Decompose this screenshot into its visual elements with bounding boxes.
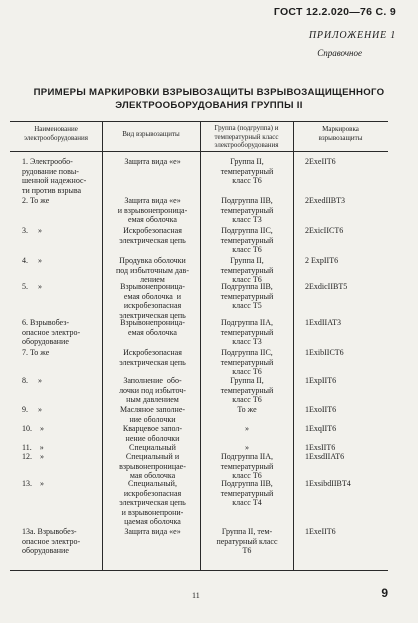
marking-cell: 2 ExpIIT6 (305, 256, 339, 265)
table-column-divider (200, 121, 201, 570)
group-class-cell: Подгруппа IIA, температурный класс Т6 (220, 452, 274, 481)
page-number: 9 (381, 586, 388, 600)
table-column-divider (102, 121, 103, 570)
protection-type-cell: Взрывонепроница- емая оболочка (120, 318, 185, 337)
table-bottom-rule (10, 570, 388, 571)
equipment-cell: 10. » (22, 424, 44, 433)
marking-cell: 1ExibIICT6 (305, 348, 344, 357)
protection-type-cell: Специальный и взрывонепроницае- мая оболочка (119, 452, 186, 481)
marking-cell: 1ExqIIT6 (305, 424, 337, 433)
group-class-cell: Подгруппа IIC, температурный класс Т6 (220, 226, 274, 255)
marking-cell: 2ExedIIBT3 (305, 196, 345, 205)
marking-cell: 2ExiсIIСТ6 (305, 226, 344, 235)
protection-type-cell: Защита вида «е» (124, 157, 181, 166)
protection-type-cell: Специальный, искробезопасная электрическая цепь и взрывонепрони- цаемая оболочка (119, 479, 186, 527)
group-class-cell: Группа II, температурный класс Т6 (220, 376, 274, 405)
column-header-marking: Маркировка взрывозащиты (318, 125, 363, 142)
marking-cell: 1ExsibdIIBT4 (305, 479, 351, 488)
table-top-rule (10, 121, 388, 122)
group-class-cell: Группа II, температурный класс Т6 (220, 157, 274, 186)
equipment-cell: 5. » (22, 282, 42, 291)
marking-cell: 2ExeIIT6 (305, 157, 336, 166)
marking-cell: 1ExsdIIAT6 (305, 452, 345, 461)
protection-type-cell: Продувка оболочки под избыточным дав- лением (116, 256, 189, 285)
marking-cell: 1ExsIIT6 (305, 443, 336, 452)
equipment-cell: 12. » (22, 452, 44, 461)
marking-cell: 2ExdicIIBT5 (305, 282, 348, 291)
standard-header: ГОСТ 12.2.020—76 С. 9 (273, 6, 396, 18)
protection-type-cell: Искробезопасная электрическая цепь (119, 226, 186, 245)
group-class-cell: » (245, 424, 249, 433)
equipment-cell: 11. » (22, 443, 44, 452)
column-header-protection-type: Вид взрывозащиты (122, 130, 180, 138)
equipment-cell: 13. » (22, 479, 44, 488)
equipment-cell: 1. Электрообо- рудование повы- шенной надежнос- ти против взрыва (22, 157, 87, 195)
equipment-cell: 3. » (22, 226, 42, 235)
column-header-equipment: Наименование электрооборудования (23, 125, 89, 142)
protection-type-cell: Специальный (129, 443, 176, 452)
equipment-cell: 2. То же (22, 196, 50, 205)
group-class-cell: Группа II, температурный класс Т6 (220, 256, 274, 285)
appendix-label: ПРИЛОЖЕНИЕ 1 (308, 30, 396, 41)
table-column-divider (293, 121, 294, 570)
document-title-line2: ЭЛЕКТРООБОРУДОВАНИЯ ГРУППЫ II (115, 100, 303, 111)
group-class-cell: То же (237, 405, 257, 414)
group-class-cell: Подгруппа IIB, температурный класс Т4 (220, 479, 274, 508)
group-class-cell: Подгруппа IIC, температурный класс Т6 (220, 348, 274, 377)
marking-cell: 1ExdIIAT3 (305, 318, 341, 327)
sheet-number: 11 (192, 591, 200, 600)
group-class-cell: Подгруппа IIB, температурный класс Т3 (220, 196, 274, 225)
protection-type-cell: Взрывонепроница- емая оболочка и искробезопасная электрическая цепь (119, 282, 186, 320)
equipment-cell: 13а. Взрывобез- опасное электро- оборудование (22, 527, 81, 556)
column-header-group-class: Группа (подгруппа) и температурный класс электрооборудования (214, 124, 279, 149)
document-title-line1: ПРИМЕРЫ МАРКИРОВКИ ВЗРЫВОЗАЩИТЫ ВЗРЫВОЗАЩИЩЕННОГО (33, 87, 385, 98)
equipment-cell: 8. » (22, 376, 42, 385)
protection-type-cell: Защита вида «е» (124, 527, 181, 536)
table-header-rule (10, 151, 388, 152)
protection-type-cell: Масляное заполне- ние оболочки (119, 405, 186, 424)
marking-cell: 1ExpIIT6 (305, 376, 337, 385)
equipment-cell: 4. » (22, 256, 42, 265)
equipment-cell: 7. То же (22, 348, 50, 357)
protection-type-cell: Защита вида «е» и взрывонепроница- емая оболочка (117, 196, 188, 225)
equipment-cell: 9. » (22, 405, 42, 414)
reference-label: Справочное (317, 48, 362, 58)
group-class-cell: Подгруппа IIA, температурный класс Т3 (220, 318, 274, 347)
group-class-cell: Подгруппа IIB, температурный класс Т5 (220, 282, 274, 311)
marking-cell: 1ExoIIT6 (305, 405, 337, 414)
group-class-cell: Группа II, тем- пературный класс Т6 (216, 527, 278, 556)
equipment-cell: 6. Взрывобез- опасное электро- оборудование (22, 318, 81, 347)
group-class-cell: » (245, 443, 249, 452)
marking-cell: 1ExeIIT6 (305, 527, 336, 536)
protection-type-cell: Заполнение обо- лочки под избыточ- ным давлением (119, 376, 186, 405)
protection-type-cell: Кварцевое запол- нение оболочки (122, 424, 183, 443)
protection-type-cell: Искробезопасная электрическая цепь (119, 348, 186, 367)
